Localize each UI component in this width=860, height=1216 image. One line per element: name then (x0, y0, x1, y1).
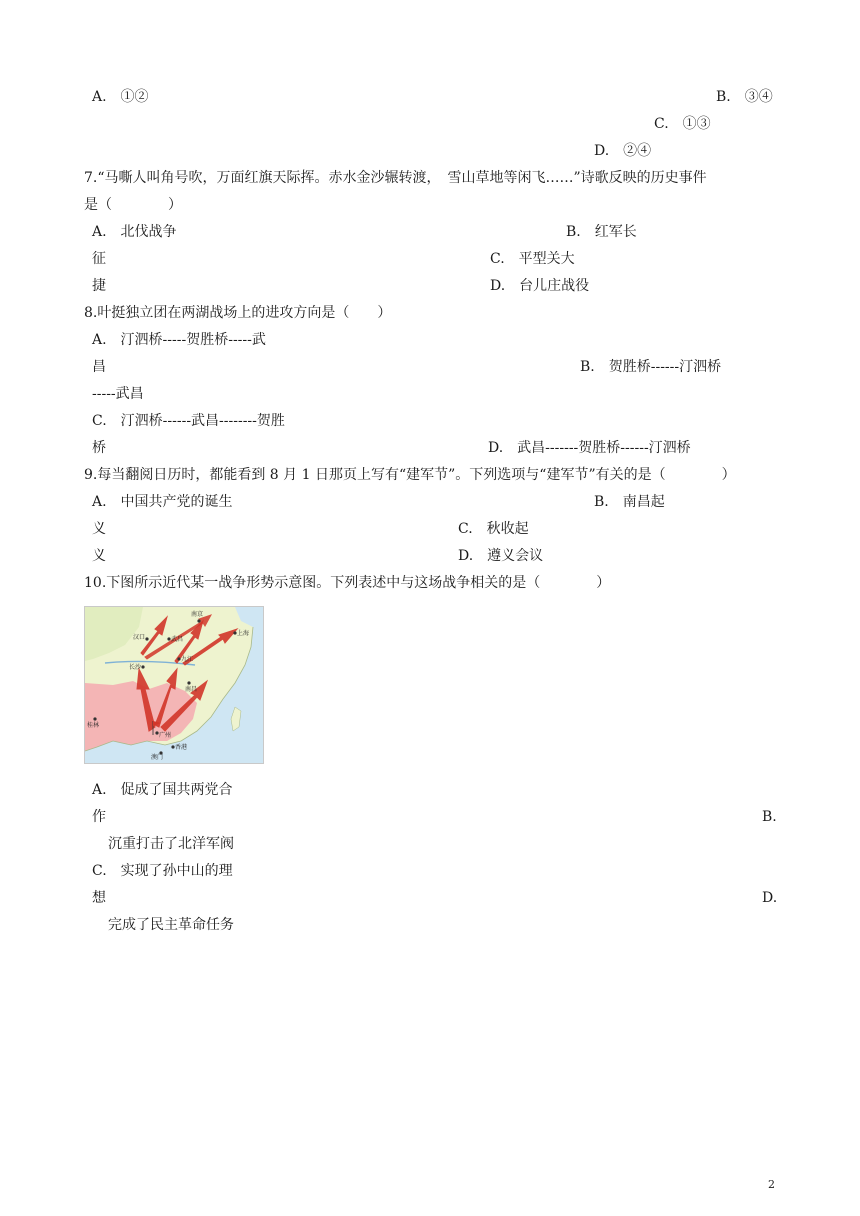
map-label-hongkong: 香港 (175, 745, 188, 751)
q9-option-b-wrap: 义 (92, 521, 106, 537)
q9-option-a: A. 中国共产党的诞生 (92, 494, 233, 510)
q9-option-d: D. 遵义会议 (458, 548, 544, 564)
q6-option-b: B. ③④ (716, 89, 773, 105)
war-situation-map (84, 606, 264, 764)
q9-option-b: B. 南昌起 (594, 494, 665, 510)
map-label-hankou: 汉口 (133, 635, 146, 641)
q7-option-d: D. 台儿庄战役 (490, 278, 590, 294)
q9-option-c-wrap: 义 (92, 548, 106, 564)
q7-option-c: C. 平型关大 (490, 251, 575, 267)
q8-option-d: D. 武昌-------贺胜桥------汀泗桥 (488, 440, 691, 456)
q8-option-a: A. 汀泗桥-----贺胜桥-----武 (92, 332, 266, 348)
q7-stem-line2: 是（ ） (84, 197, 182, 213)
map-label-guangzhou: 广州 (159, 733, 172, 739)
q8-option-c-wrap: 桥 (92, 440, 106, 456)
q10-option-d-text: 完成了民主革命任务 (108, 917, 234, 933)
taiwan-island (231, 707, 241, 731)
q10-option-a-wrap: 作 (92, 809, 106, 825)
q10-option-c: C. 实现了孙中山的理 (92, 863, 233, 879)
q7-stem-line1: 7.“马嘶人叫角号吹，万面红旗天际挥。赤水金沙辗转渡， 雪山草地等闲飞……”诗歌反映的历史事件 (84, 170, 707, 186)
q8-option-b-wrap: -----武昌 (92, 386, 144, 402)
q10-option-c-wrap: 想 (92, 890, 106, 906)
q6-option-c: C. ①③ (654, 116, 711, 132)
q7-option-b-wrap: 征 (92, 251, 106, 267)
q9-stem: 9.每当翻阅日历时，都能看到 8 月 1 日那页上写有“建军节”。下列选项与“建军节”有关的是（ ） (84, 467, 736, 483)
map-label-guilin: 桂林 (87, 723, 100, 729)
q8-option-a-wrap: 昌 (92, 359, 106, 375)
q7-option-a: A. 北伐战争 (92, 224, 177, 240)
q8-stem: 8.叶挺独立团在两湖战场上的进攻方向是（ ） (84, 305, 392, 321)
map-label-jiujiang: 九江 (181, 657, 194, 663)
q10-option-b-letter: B. (762, 809, 777, 825)
map-label-macau: 澳门 (151, 755, 164, 761)
q8-option-c: C. 汀泗桥------武昌--------贺胜 (92, 413, 285, 429)
q6-option-a: A. ①② (92, 89, 149, 105)
map-label-changsha: 长沙 (129, 665, 142, 671)
page-number: 2 (768, 1178, 775, 1191)
q10-option-d-letter: D. (762, 890, 778, 906)
q9-option-c: C. 秋收起 (458, 521, 529, 537)
map-label-nanjing: 南京 (191, 612, 204, 618)
map-label-shanghai: 上海 (237, 631, 250, 637)
q8-option-b: B. 贺胜桥------汀泗桥 (580, 359, 722, 375)
q10-option-a: A. 促成了国共两党合 (92, 782, 233, 798)
q6-option-d: D. ②④ (594, 143, 652, 159)
q10-stem: 10.下图所示近代某一战争形势示意图。下列表述中与这场战争相关的是（ ） (84, 575, 611, 591)
q10-option-b-text: 沉重打击了北洋军阀 (108, 836, 234, 852)
q7-option-c-wrap: 捷 (92, 278, 106, 294)
map-label-nanchang: 南昌 (185, 687, 198, 693)
q7-option-b: B. 红军长 (566, 224, 637, 240)
map-label-wuchang: 武昌 (171, 637, 184, 643)
